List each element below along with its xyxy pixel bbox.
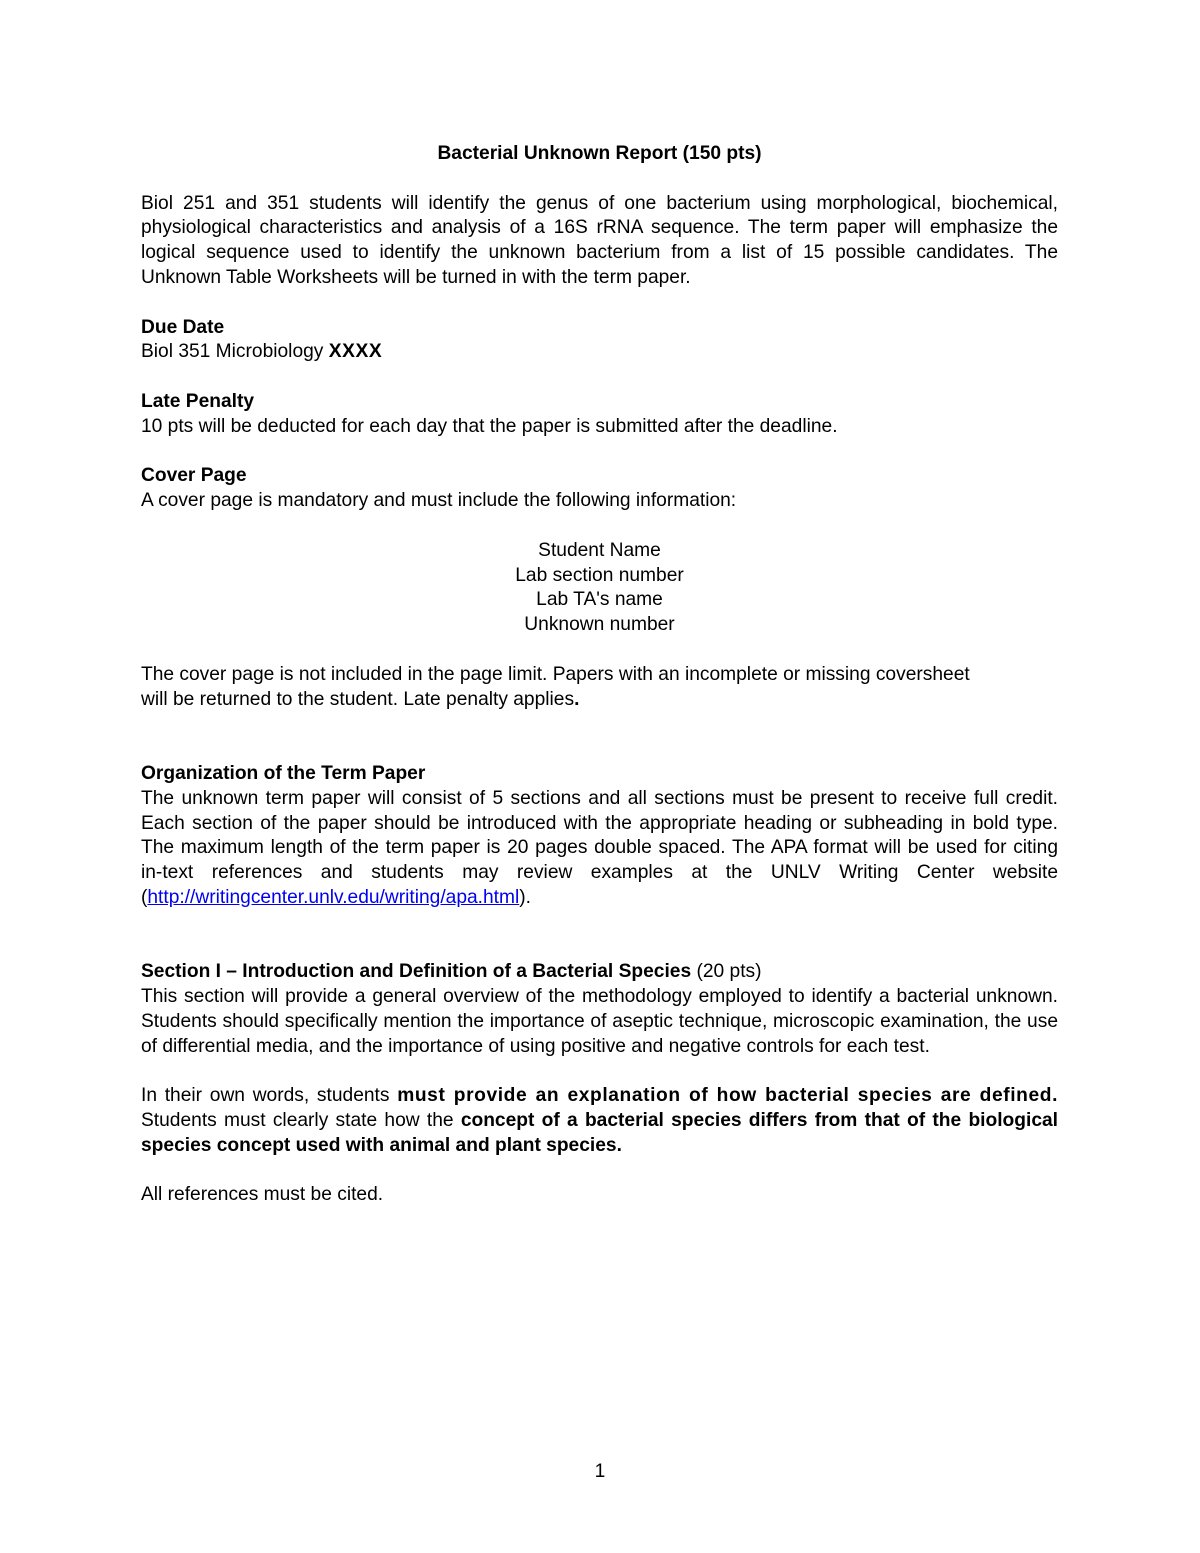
- cover-page-text: A cover page is mandatory and must include the following information:: [141, 490, 737, 512]
- references-note: All references must be cited.: [141, 1184, 384, 1206]
- organization-heading: Organization of the Term Paper: [141, 762, 426, 784]
- cover-page-note: The cover page is not included in the page limit. Papers with an incomplete or missing coversheet will be returned to the student. Late penalty applies.: [141, 663, 970, 710]
- section-one-heading: Section I – Introduction and Definition of a Bacterial Species: [141, 961, 692, 983]
- organization-text: The unknown term paper will consist of 5 sections and all sections must be present to receive full credit. Each section of the paper should be introduced with the appropriate heading or subheading in bold type. The maximum length of the term paper is 20 pages double spaced. The APA format will be used for citing in-text references and students may review examples at the UNLV Writing Center website (http://writingcenter.unlv.edu/writing/apa.html).: [141, 787, 1058, 908]
- list-item: Student Name: [538, 539, 661, 561]
- organization-section: [141, 762, 1058, 911]
- section-one: [141, 960, 1058, 1059]
- cover-page-heading: Cover Page: [141, 465, 247, 487]
- document-page: [141, 142, 1058, 1208]
- due-date-heading: Due Date: [141, 316, 225, 338]
- due-date-section: [141, 316, 1058, 366]
- list-item: Lab TA's name: [536, 589, 663, 611]
- page-number: 1: [594, 1461, 606, 1482]
- document-title: Bacterial Unknown Report (150 pts): [437, 143, 762, 164]
- due-date-text: Biol 351 Microbiology XXXX: [141, 341, 383, 363]
- list-item: Lab section number: [515, 564, 684, 586]
- late-penalty-heading: Late Penalty: [141, 390, 255, 412]
- cover-page-section: [141, 464, 1058, 514]
- section-one-points: (20 pts): [691, 961, 762, 983]
- due-date-placeholder: XXXX: [328, 341, 383, 363]
- section-one-text: This section will provide a general overview of the methodology employed to identify a bacterial unknown. Students should specifically mention the importance of aseptic technique, microscopic examination, the use of differential media, and the importance of using positive and negative controls for each test.: [141, 986, 1058, 1057]
- list-item: Unknown number: [524, 614, 675, 636]
- cover-page-list: [141, 539, 1058, 638]
- intro-paragraph: Biol 251 and 351 students will identify the genus of one bacterium using morphological, biochemical, physiological characteristics and analysis of a 16S rRNA sequence. The term paper will emphasize the logical sequence used to identify the unknown bacterium from a list of 15 possible candidates. The Unknown Table Worksheets will be turned in with the term paper.: [141, 192, 1058, 288]
- species-definition-paragraph: In their own words, students must provide an explanation of how bacterial species are defined. Students must clearly state how the concept of a bacterial species differs from that of the biological species concept used with animal and plant species.: [141, 1085, 1059, 1156]
- apa-link[interactable]: http://writingcenter.unlv.edu/writing/apa.html: [147, 886, 520, 908]
- late-penalty-text: 10 pts will be deducted for each day that the paper is submitted after the deadline.: [141, 415, 838, 437]
- late-penalty-section: [141, 390, 1058, 440]
- section-one-heading-line: [141, 960, 1058, 985]
